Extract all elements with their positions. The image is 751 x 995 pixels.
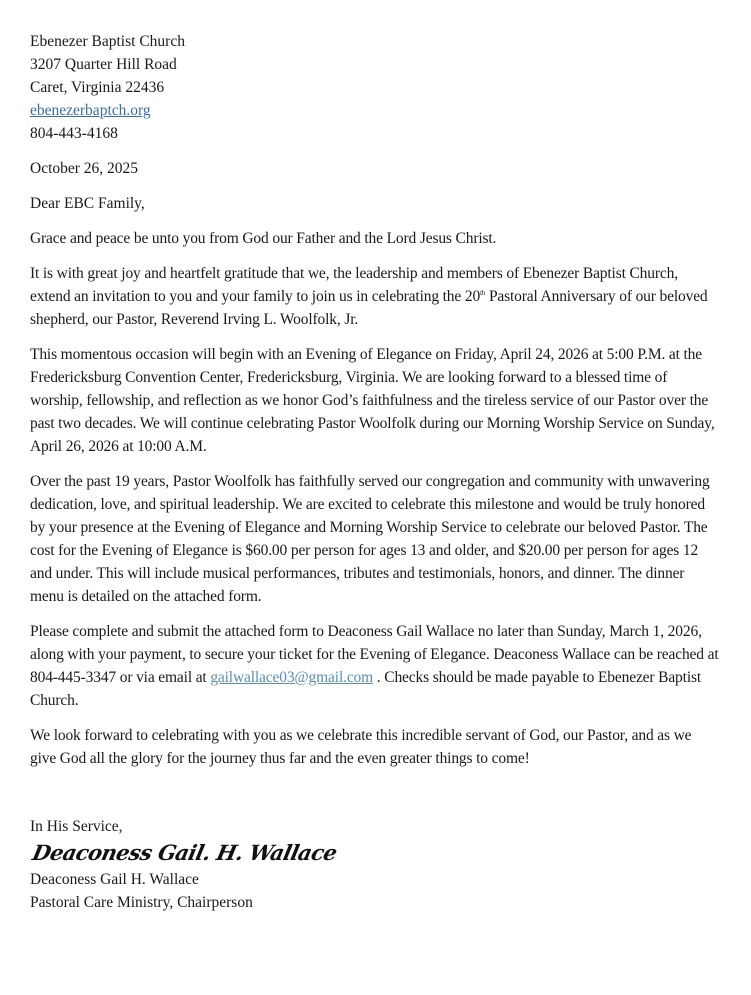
email-link[interactable]: gailwallace03@gmail.com xyxy=(210,669,374,686)
paragraph-invitation-text-2: Pastoral Anniversary of our beloved shepherd, our Pastor, Reverend Irving L. Woolfolk, Jr. xyxy=(30,288,708,328)
church-website-link[interactable]: ebenezerbaptch.org xyxy=(30,102,151,119)
paragraph-registration xyxy=(30,620,721,712)
church-name: Ebenezer Baptist Church xyxy=(30,33,185,50)
paragraph-invitation-text-1: It is with great joy and heartfelt gratitude that we, the leadership and members of Ebenezer Baptist Church, extend an invitation to you and your family to join us in celebrating the 20 xyxy=(30,265,678,305)
letter-date: October 26, 2025 xyxy=(30,160,139,177)
ordinal-suffix: th xyxy=(480,289,486,297)
paragraph-closing-remarks: We look forward to celebrating with you as we celebrate this incredible servant of God, our Pastor, and as we give God all the glory for the journey thus far and the even greater things to come! xyxy=(30,727,692,767)
paragraph-registration-text-1: Please complete and submit the attached form to Deaconess Gail Wallace no later than Sunday, March 1, 2026, along with your payment, to secure your ticket for the Evening of Elegance. Deaconess Wallace can be reached at 804-445-3347 or via email at xyxy=(30,623,719,686)
church-city: Caret, Virginia 22436 xyxy=(30,79,165,96)
paragraph-pastor-service: Over the past 19 years, Pastor Woolfolk has faithfully served our congregation and community with unwavering dedication, love, and spiritual leadership. We are excited to celebrate this milestone and would be truly honored by your presence at the Evening of Elegance and Morning Worship Service to celebrate our beloved Pastor. The cost for the Evening of Elegance is $60.00 per person for ages 13 and older, and $20.00 per person for ages 12 and under. This will include musical performances, tributes and testimonials, honors, and dinner. The dinner menu is detailed on the attached form. xyxy=(30,473,710,605)
signature: Deaconess Gail. H. Wallace xyxy=(30,840,340,865)
signer-title: Pastoral Care Ministry, Chairperson xyxy=(30,894,253,911)
church-phone: 804-443-4168 xyxy=(30,125,118,142)
signer-name: Deaconess Gail H. Wallace xyxy=(30,871,199,888)
paragraph-event-details: This momentous occasion will begin with an Evening of Elegance on Friday, April 24, 2026 at 5:00 P.M. at the Fredericksburg Convention Center, Fredericksburg, Virginia. We are looking forward to a blessed time of worship, fellowship, and reflection as we honor God’s faithfulness and the tireless service of our Pastor over the past two decades. We will continue celebrating Pastor Woolfolk during our Morning Worship Service on Sunday, April 26, 2026 at 10:00 A.M. xyxy=(30,346,715,455)
paragraph-registration-text-2: . Checks should be made payable to Ebenezer Baptist Church. xyxy=(30,669,702,709)
salutation: Dear EBC Family, xyxy=(30,195,145,212)
closing-line: In His Service, xyxy=(30,818,123,835)
paragraph-invitation xyxy=(30,262,721,331)
church-street: 3207 Quarter Hill Road xyxy=(30,56,177,73)
greeting: Grace and peace be unto you from God our Father and the Lord Jesus Christ. xyxy=(30,230,497,247)
letterhead xyxy=(30,30,721,145)
